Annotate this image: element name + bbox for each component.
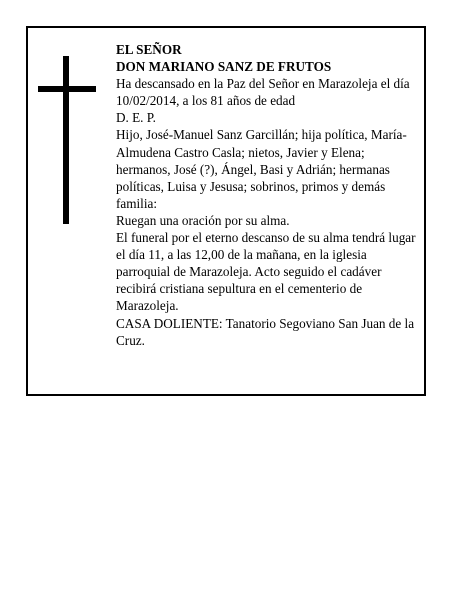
mourning-house: CASA DOLIENTE: Tanatorio Segoviano San Juan de la Cruz. bbox=[116, 315, 415, 348]
family-list: Hijo, José-Manuel Sanz Garcillán; hija política, María-Almudena Castro Casla; nietos, Javier y Elena; hermanos, José (?), Ángel, Basi y Adrián; hermanas políticas, Luisa y Jesusa; sobrinos, primos y demás familia: bbox=[116, 127, 407, 211]
obituary-text bbox=[116, 41, 418, 349]
obituary-notice bbox=[26, 26, 426, 396]
heading-title: EL SEÑOR bbox=[116, 42, 182, 57]
rip-line: D. E. P. bbox=[116, 110, 156, 126]
cross-icon bbox=[38, 56, 96, 224]
prayer-request: Ruegan una oración por su alma. bbox=[116, 212, 290, 228]
death-announcement: Ha descansado en la Paz del Señor en Marazoleja el día 10/02/2014, a los 81 años de edad bbox=[116, 76, 410, 109]
funeral-details: El funeral por el eterno descanso de su alma tendrá lugar el día 11, a las 12,00 de la mañana, en la iglesia parroquial de Marazoleja. Acto seguido el cadáver recibirá cristiana sepultura en el cementerio de Marazoleja. bbox=[116, 230, 416, 314]
deceased-name: DON MARIANO SANZ DE FRUTOS bbox=[116, 59, 332, 75]
